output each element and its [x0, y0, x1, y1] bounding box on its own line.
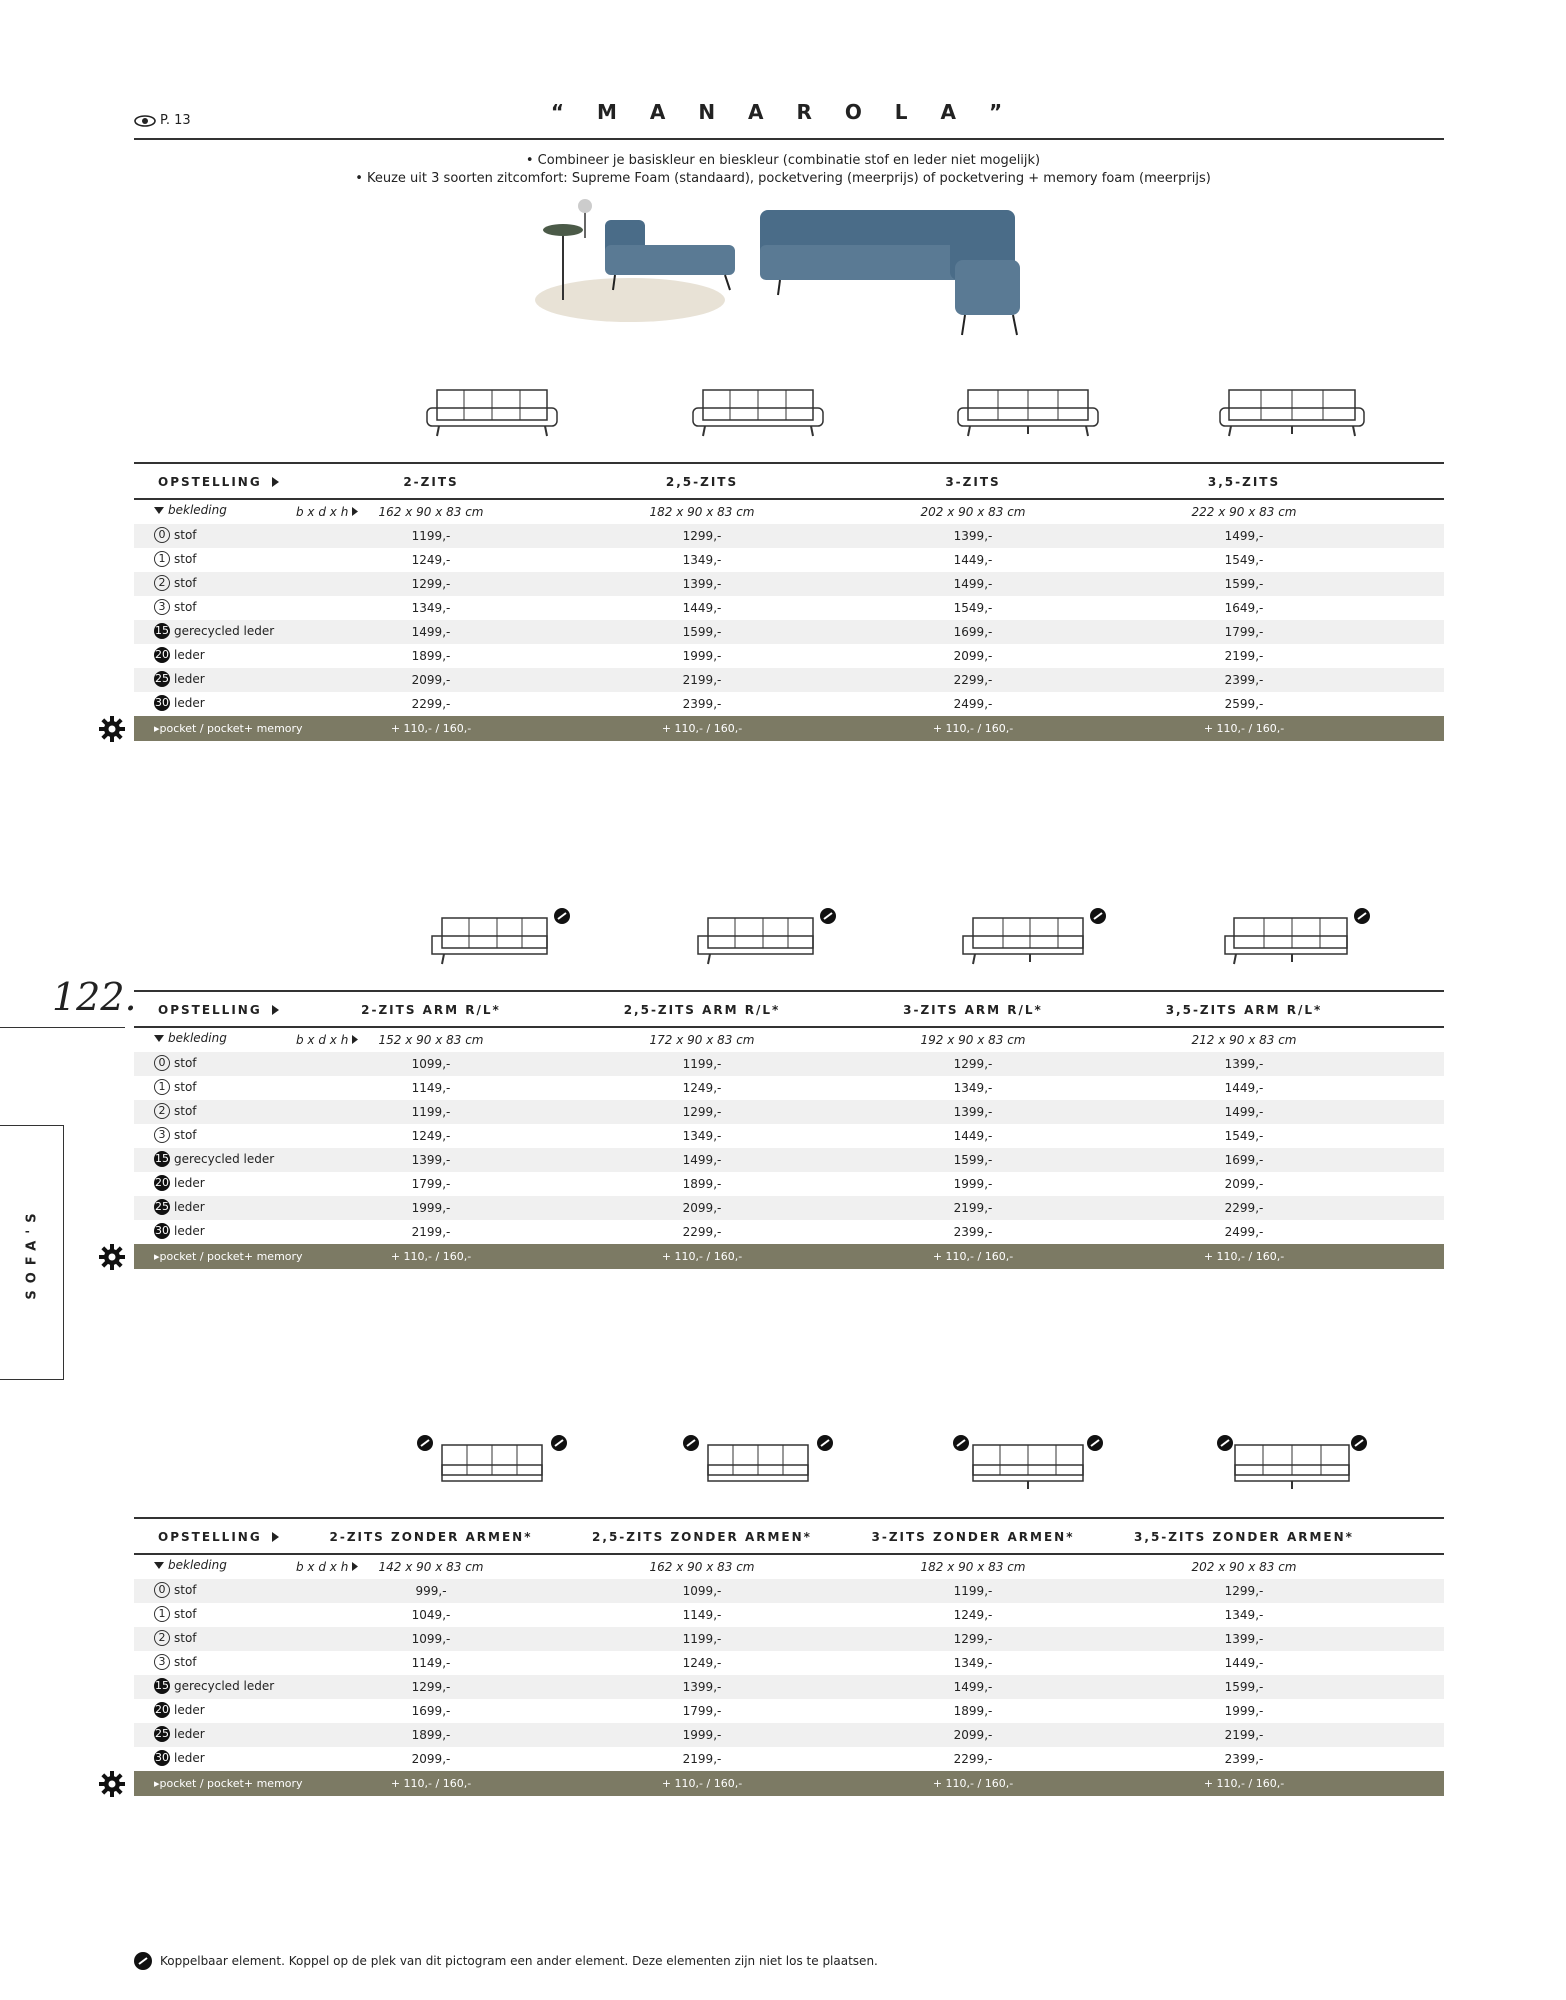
price-cell: 1499,- — [411, 625, 451, 639]
grade-label — [154, 599, 197, 615]
grade-label — [154, 1079, 197, 1095]
price-cell: 1649,- — [1224, 601, 1264, 615]
column-header: 3,5-ZITS ARM R/L* — [1165, 1003, 1323, 1017]
price-cell: 2099,- — [411, 1752, 451, 1766]
grade-material: gerecycled leder — [174, 1152, 275, 1166]
price-cell: 1899,- — [953, 1704, 993, 1718]
page-reference-label: P. 13 — [160, 113, 191, 128]
table-header — [134, 1517, 1444, 1555]
table-row — [134, 524, 1444, 548]
table-row — [134, 1196, 1444, 1220]
price-cell: 2499,- — [953, 697, 993, 711]
table-row — [134, 1603, 1444, 1627]
table-row — [134, 644, 1444, 668]
grade-badge: 3 — [154, 1654, 170, 1670]
price-cell: 1499,- — [1224, 1105, 1264, 1119]
dimensions-row — [134, 1555, 1444, 1579]
pocket-row — [134, 1244, 1444, 1269]
sofa-3-zits-arm-icon — [958, 908, 1108, 988]
caret-right-icon — [272, 1005, 279, 1015]
gear-icon — [99, 1244, 125, 1270]
price-cell: 2199,- — [411, 1225, 451, 1239]
price-cell: 1599,- — [953, 1153, 993, 1167]
dimension-value: 162 x 90 x 83 cm — [649, 1560, 755, 1574]
caret-right-icon — [272, 1532, 279, 1542]
price-cell: 1699,- — [411, 1704, 451, 1718]
grade-material: leder — [174, 1751, 205, 1765]
grade-label — [154, 647, 205, 663]
grade-label — [154, 623, 274, 639]
dimension-value: 222 x 90 x 83 cm — [1191, 505, 1297, 519]
price-cell: 1799,- — [682, 1704, 722, 1718]
price-cell: 2199,- — [682, 673, 722, 687]
price-cell: 1349,- — [411, 601, 451, 615]
grade-badge: 15 — [155, 1152, 169, 1165]
table-header — [134, 462, 1444, 500]
grade-badge: 2 — [154, 575, 170, 591]
bxdxh-label: b x d x h — [296, 505, 358, 519]
page-number-rule — [0, 1027, 125, 1028]
price-cell: 1499,- — [953, 1680, 993, 1694]
table-row — [134, 668, 1444, 692]
grade-badge: 3 — [154, 1127, 170, 1143]
dimensions-row — [134, 1028, 1444, 1052]
sofa-2-5-zits-arm-icon — [688, 908, 838, 988]
grade-material: stof — [174, 576, 197, 590]
price-cell: 1399,- — [953, 1105, 993, 1119]
dimension-value: 192 x 90 x 83 cm — [920, 1033, 1026, 1047]
grade-material: stof — [174, 1583, 197, 1597]
grade-material: stof — [174, 600, 197, 614]
price-cell: 2399,- — [682, 697, 722, 711]
price-cell: 1399,- — [682, 577, 722, 591]
grade-material: stof — [174, 1655, 197, 1669]
grade-badge: 0 — [154, 527, 170, 543]
dimension-value: 162 x 90 x 83 cm — [378, 505, 484, 519]
section-tab — [0, 1125, 64, 1380]
caret-right-icon — [272, 477, 279, 487]
price-table-2 — [134, 990, 1444, 1269]
link-icon — [134, 1952, 152, 1970]
grade-badge: 20 — [155, 648, 169, 661]
price-cell: 1149,- — [411, 1656, 451, 1670]
grade-material: gerecycled leder — [174, 624, 275, 638]
grade-material: leder — [174, 672, 205, 686]
price-cell: 1599,- — [1224, 577, 1264, 591]
sofa-2-5-zits-zonder-armen-icon — [683, 1435, 833, 1515]
grade-material: stof — [174, 552, 197, 566]
table-row — [134, 1579, 1444, 1603]
section-tab-label: SOFA'S — [24, 1206, 40, 1300]
grade-label — [154, 575, 197, 591]
price-table-3 — [134, 1517, 1444, 1796]
price-cell: 999,- — [415, 1584, 447, 1598]
grade-material: stof — [174, 1607, 197, 1621]
column-header: 2,5-ZITS — [665, 475, 739, 489]
price-cell: 1099,- — [682, 1584, 722, 1598]
column-header: 3,5-ZITS — [1207, 475, 1281, 489]
grade-badge: 1 — [154, 1079, 170, 1095]
price-cell: 1399,- — [1224, 1632, 1264, 1646]
price-cell: 1249,- — [411, 553, 451, 567]
price-cell: 1999,- — [682, 649, 722, 663]
grade-badge: 3 — [154, 599, 170, 615]
column-header: 2-ZITS ZONDER ARMEN* — [329, 1530, 533, 1544]
dimension-value: 182 x 90 x 83 cm — [649, 505, 755, 519]
pocket-price: + 110,- / 160,- — [661, 1777, 743, 1790]
grade-badge: 20 — [155, 1703, 169, 1716]
grade-label — [154, 527, 197, 543]
grade-material: stof — [174, 528, 197, 542]
price-cell: 1099,- — [411, 1057, 451, 1071]
price-cell: 1399,- — [1224, 1057, 1264, 1071]
grade-badge: 30 — [155, 696, 169, 709]
pocket-price: + 110,- / 160,- — [1203, 1777, 1285, 1790]
sofa-3-5-zits-zonder-armen-icon — [1217, 1435, 1367, 1515]
price-cell: 2299,- — [953, 673, 993, 687]
caret-down-icon — [154, 507, 164, 514]
table-row — [134, 1220, 1444, 1244]
grade-badge: 25 — [155, 672, 169, 685]
price-cell: 1249,- — [953, 1608, 993, 1622]
grade-label — [154, 1199, 205, 1215]
table-row — [134, 1627, 1444, 1651]
price-cell: 1349,- — [953, 1656, 993, 1670]
grade-material: stof — [174, 1104, 197, 1118]
table-row — [134, 1100, 1444, 1124]
grade-material: stof — [174, 1080, 197, 1094]
grade-material: leder — [174, 1727, 205, 1741]
grade-badge: 2 — [154, 1103, 170, 1119]
price-cell: 1299,- — [411, 1680, 451, 1694]
price-cell: 1599,- — [682, 625, 722, 639]
sofa-3-zits-zonder-armen-icon — [953, 1435, 1103, 1515]
price-cell: 1199,- — [682, 1632, 722, 1646]
price-cell: 1299,- — [411, 577, 451, 591]
price-cell: 2199,- — [1224, 1728, 1264, 1742]
grade-badge: 30 — [155, 1224, 169, 1237]
dimension-value: 182 x 90 x 83 cm — [920, 1560, 1026, 1574]
grade-badge: 30 — [155, 1751, 169, 1764]
grade-material: leder — [174, 1224, 205, 1238]
column-header: 3-ZITS ZONDER ARMEN* — [871, 1530, 1075, 1544]
price-cell: 1299,- — [682, 529, 722, 543]
price-cell: 1799,- — [411, 1177, 451, 1191]
page-title: “ M A N A R O L A ” — [550, 100, 1016, 124]
pocket-price: + 110,- / 160,- — [932, 1250, 1014, 1263]
table-row — [134, 1699, 1444, 1723]
grade-label — [154, 1175, 205, 1191]
price-cell: 1449,- — [1224, 1081, 1264, 1095]
price-cell: 1199,- — [953, 1584, 993, 1598]
price-cell: 1399,- — [682, 1680, 722, 1694]
price-cell: 2099,- — [1224, 1177, 1264, 1191]
price-cell: 2099,- — [953, 1728, 993, 1742]
grade-label — [154, 551, 197, 567]
caret-down-icon — [154, 1562, 164, 1569]
grade-label — [154, 1726, 205, 1742]
price-cell: 1099,- — [411, 1632, 451, 1646]
table-row — [134, 548, 1444, 572]
grade-material: stof — [174, 1128, 197, 1142]
grade-material: stof — [174, 1631, 197, 1645]
pocket-price: + 110,- / 160,- — [932, 1777, 1014, 1790]
grade-label — [154, 671, 205, 687]
price-cell: 1449,- — [682, 601, 722, 615]
price-cell: 1799,- — [1224, 625, 1264, 639]
grade-badge: 2 — [154, 1630, 170, 1646]
pocket-price: + 110,- / 160,- — [390, 722, 472, 735]
price-cell: 2199,- — [953, 1201, 993, 1215]
dimension-value: 202 x 90 x 83 cm — [1191, 1560, 1297, 1574]
bekleding-label: bekleding — [168, 1558, 227, 1572]
dimension-value: 142 x 90 x 83 cm — [378, 1560, 484, 1574]
pocket-price: + 110,- / 160,- — [390, 1777, 472, 1790]
sofa-2-zits-arm-icon — [422, 908, 572, 988]
table-row — [134, 1076, 1444, 1100]
pocket-label: ▸pocket / pocket+ memory — [154, 1250, 303, 1263]
sofa-3-5-zits-icon — [1217, 380, 1367, 460]
price-cell: 1549,- — [953, 601, 993, 615]
bxdxh-label: b x d x h — [296, 1033, 358, 1047]
column-header: 2,5-ZITS ZONDER ARMEN* — [592, 1530, 812, 1544]
price-cell: 2399,- — [1224, 673, 1264, 687]
notes — [0, 152, 1566, 188]
table-row — [134, 596, 1444, 620]
grade-label — [154, 1055, 197, 1071]
grade-label — [154, 1582, 197, 1598]
price-cell: 1349,- — [682, 553, 722, 567]
price-cell: 1399,- — [411, 1153, 451, 1167]
dimension-value: 202 x 90 x 83 cm — [920, 505, 1026, 519]
grade-material: stof — [174, 1056, 197, 1070]
table-row — [134, 1747, 1444, 1771]
price-cell: 1199,- — [411, 1105, 451, 1119]
price-table-1 — [134, 462, 1444, 741]
price-cell: 1049,- — [411, 1608, 451, 1622]
price-cell: 2199,- — [682, 1752, 722, 1766]
footnote-text: Koppelbaar element. Koppel op de plek van dit pictogram een ander element. Deze elementen zijn niet los te plaatsen. — [160, 1954, 878, 1968]
grade-label — [154, 1103, 197, 1119]
opstelling-label: OPSTELLING — [158, 1530, 279, 1544]
grade-badge: 0 — [154, 1055, 170, 1071]
price-cell: 1999,- — [682, 1728, 722, 1742]
price-cell: 2299,- — [1224, 1201, 1264, 1215]
price-cell: 1299,- — [953, 1057, 993, 1071]
grade-badge: 20 — [155, 1176, 169, 1189]
pocket-price: + 110,- / 160,- — [1203, 1250, 1285, 1263]
price-cell: 1499,- — [953, 577, 993, 591]
grade-material: gerecycled leder — [174, 1679, 275, 1693]
pocket-price: + 110,- / 160,- — [661, 1250, 743, 1263]
price-cell: 2099,- — [411, 673, 451, 687]
hero-sofa-image — [535, 190, 1095, 350]
sofa-2-5-zits-icon — [683, 380, 833, 460]
sofa-3-5-zits-arm-icon — [1222, 908, 1372, 988]
gear-icon — [99, 1771, 125, 1797]
pocket-price: + 110,- / 160,- — [1203, 722, 1285, 735]
price-cell: 1299,- — [682, 1105, 722, 1119]
caret-down-icon — [154, 1035, 164, 1042]
price-cell: 1699,- — [953, 625, 993, 639]
column-header: 3-ZITS — [945, 475, 1001, 489]
grade-badge: 25 — [155, 1727, 169, 1740]
price-cell: 2099,- — [682, 1201, 722, 1215]
price-cell: 1699,- — [1224, 1153, 1264, 1167]
price-cell: 2599,- — [1224, 697, 1264, 711]
grade-material: leder — [174, 648, 205, 662]
table-header — [134, 990, 1444, 1028]
price-cell: 1999,- — [411, 1201, 451, 1215]
price-cell: 1299,- — [953, 1632, 993, 1646]
bekleding-label: bekleding — [168, 503, 227, 517]
bxdxh-label: b x d x h — [296, 1560, 358, 1574]
grade-material: leder — [174, 696, 205, 710]
price-cell: 2199,- — [1224, 649, 1264, 663]
price-cell: 1199,- — [411, 529, 451, 543]
price-cell: 1249,- — [411, 1129, 451, 1143]
dimensions-row — [134, 500, 1444, 524]
grade-label — [154, 1678, 274, 1694]
grade-label — [154, 1630, 197, 1646]
grade-badge: 1 — [154, 1606, 170, 1622]
price-cell: 1899,- — [411, 1728, 451, 1742]
price-cell: 1449,- — [953, 1129, 993, 1143]
price-cell: 1899,- — [682, 1177, 722, 1191]
price-cell: 2299,- — [682, 1225, 722, 1239]
sofa-2-zits-icon — [417, 380, 567, 460]
column-header: 3,5-ZITS ZONDER ARMEN* — [1134, 1530, 1354, 1544]
table-row — [134, 692, 1444, 716]
grade-label — [154, 1606, 197, 1622]
gear-icon — [99, 716, 125, 742]
sofa-3-zits-icon — [953, 380, 1103, 460]
bekleding-label: bekleding — [168, 1031, 227, 1045]
price-cell: 1999,- — [953, 1177, 993, 1191]
grade-label — [154, 695, 205, 711]
price-cell: 1149,- — [411, 1081, 451, 1095]
table-row — [134, 1148, 1444, 1172]
price-cell: 1449,- — [1224, 1656, 1264, 1670]
table-row — [134, 1723, 1444, 1747]
price-cell: 2099,- — [953, 649, 993, 663]
grade-label — [154, 1750, 205, 1766]
price-cell: 1599,- — [1224, 1680, 1264, 1694]
price-cell: 1349,- — [1224, 1608, 1264, 1622]
price-cell: 1199,- — [682, 1057, 722, 1071]
grade-material: leder — [174, 1703, 205, 1717]
pocket-price: + 110,- / 160,- — [932, 722, 1014, 735]
price-cell: 1149,- — [682, 1608, 722, 1622]
table-row — [134, 1651, 1444, 1675]
grade-badge: 0 — [154, 1582, 170, 1598]
price-cell: 1349,- — [953, 1081, 993, 1095]
price-cell: 1399,- — [953, 529, 993, 543]
grade-badge: 15 — [155, 624, 169, 637]
pocket-row — [134, 1771, 1444, 1796]
price-cell: 1499,- — [1224, 529, 1264, 543]
dimension-value: 212 x 90 x 83 cm — [1191, 1033, 1297, 1047]
grade-badge: 15 — [155, 1679, 169, 1692]
grade-material: leder — [174, 1176, 205, 1190]
table-row — [134, 572, 1444, 596]
price-cell: 1999,- — [1224, 1704, 1264, 1718]
grade-label — [154, 1151, 274, 1167]
grade-material: leder — [174, 1200, 205, 1214]
dimension-value: 172 x 90 x 83 cm — [649, 1033, 755, 1047]
grade-badge: 1 — [154, 551, 170, 567]
opstelling-label: OPSTELLING — [158, 475, 279, 489]
grade-label — [154, 1127, 197, 1143]
column-header: 2-ZITS — [403, 475, 459, 489]
price-cell: 1899,- — [411, 649, 451, 663]
price-cell: 1249,- — [682, 1081, 722, 1095]
price-cell: 2399,- — [1224, 1752, 1264, 1766]
opstelling-label: OPSTELLING — [158, 1003, 279, 1017]
pocket-row — [134, 716, 1444, 741]
column-header: 2,5-ZITS ARM R/L* — [623, 1003, 781, 1017]
price-cell: 1449,- — [953, 553, 993, 567]
price-cell: 2399,- — [953, 1225, 993, 1239]
grade-label — [154, 1654, 197, 1670]
price-cell: 1249,- — [682, 1656, 722, 1670]
price-cell: 2299,- — [953, 1752, 993, 1766]
price-cell: 1349,- — [682, 1129, 722, 1143]
title-rule — [134, 138, 1444, 140]
price-cell: 1549,- — [1224, 553, 1264, 567]
price-cell: 1299,- — [1224, 1584, 1264, 1598]
table-row — [134, 1172, 1444, 1196]
price-cell: 1499,- — [682, 1153, 722, 1167]
table-row — [134, 1124, 1444, 1148]
grade-label — [154, 1702, 205, 1718]
price-cell: 1549,- — [1224, 1129, 1264, 1143]
sofa-2-zits-zonder-armen-icon — [417, 1435, 567, 1515]
page-number: 122. — [52, 975, 137, 1019]
pocket-label: ▸pocket / pocket+ memory — [154, 1777, 303, 1790]
column-header: 2-ZITS ARM R/L* — [361, 1003, 501, 1017]
price-cell: 2499,- — [1224, 1225, 1264, 1239]
grade-badge: 25 — [155, 1200, 169, 1213]
pocket-label: ▸pocket / pocket+ memory — [154, 722, 303, 735]
pocket-price: + 110,- / 160,- — [661, 722, 743, 735]
note-2: • Keuze uit 3 soorten zitcomfort: Supreme Foam (standaard), pocketvering (meerprijs) of pocketvering + memory foam (meerprijs) — [355, 171, 1211, 186]
footnote — [134, 1952, 878, 1970]
table-row — [134, 620, 1444, 644]
table-row — [134, 1052, 1444, 1076]
grade-label — [154, 1223, 205, 1239]
dimension-value: 152 x 90 x 83 cm — [378, 1033, 484, 1047]
price-cell: 2299,- — [411, 697, 451, 711]
note-1: • Combineer je basiskleur en bieskleur (combinatie stof en leder niet mogelijk) — [525, 153, 1041, 168]
column-header: 3-ZITS ARM R/L* — [903, 1003, 1043, 1017]
pocket-price: + 110,- / 160,- — [390, 1250, 472, 1263]
table-row — [134, 1675, 1444, 1699]
